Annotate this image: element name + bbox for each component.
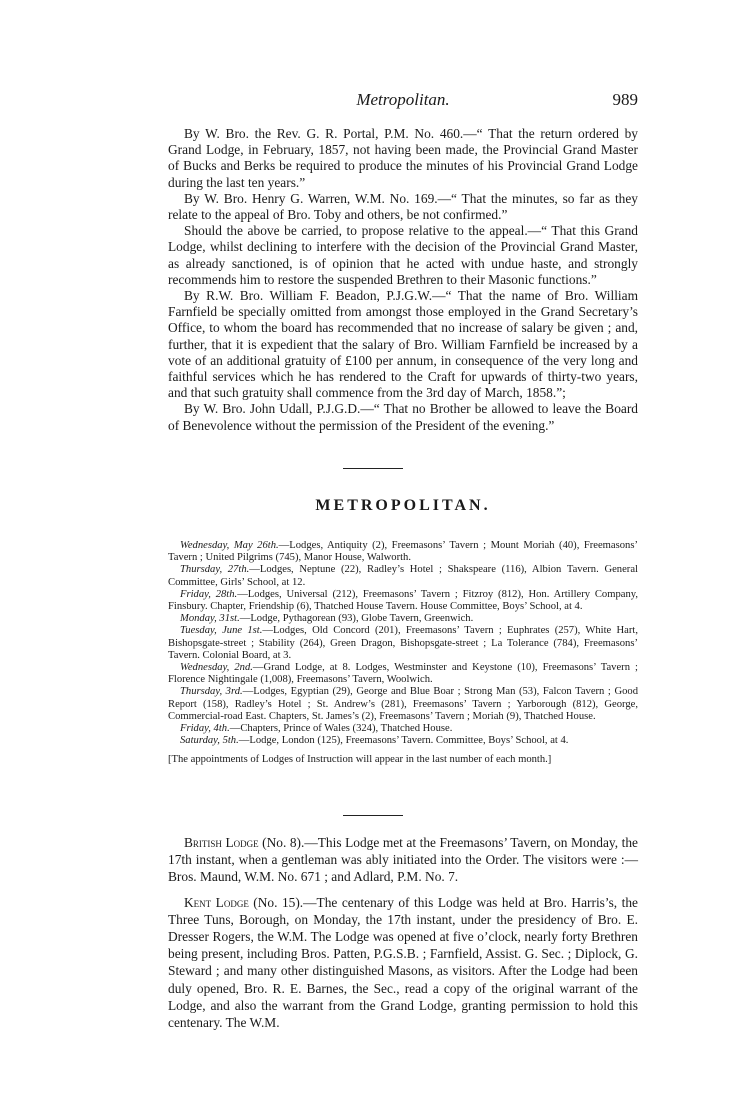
lodge-report-text: (No. 8).—This Lodge met at the Freemasons’ Tavern, on Monday, the 17th instant, when a gentleman was ably initiated into the Order. The visitors were :—Bros. Maund, W.M. No. 671 ; and Adlard, P.M. No. 7. bbox=[168, 835, 638, 885]
schedule-text: —Lodges, Universal (212), Freemasons’ Tavern ; Fitzroy (812), Hon. Artillery Company, Finsbury. Chapter, Friendship (6), Thatched House Tavern. House Committee, Boys’ School, at 4. bbox=[168, 588, 639, 613]
lodge-name: Kent Lodge bbox=[184, 894, 249, 910]
schedule-day: Thursday, 3rd. bbox=[180, 686, 243, 698]
lodge-report-text: (No. 15).—The centenary of this Lodge was held at Bro. Harris’s, the Three Tuns, Borough, on Monday, the 17th instant, under the presidency of Bro. E. Dresser Rogers, the W.M. The Lodge was opened at five o’clock, nearly forty Brethren being present, including Bros. Patten, P.G.S.B. ; Farnfield, Assist. G. Sec. ; Diplock, G. Steward ; and many other distinguished Masons, as visitors. After the Lodge had been duly opened, Bro. R. E. Barnes, the Sec., read a copy of the original warrant of the Lodge, and also the warrant from the Grand Lodge, granting permission to hold this centenary. The W.M. bbox=[168, 894, 638, 1031]
schedule-text: —Lodges, Antiquity (2), Freemasons’ Tavern ; Mount Moriah (40), Freemasons’ Tavern ; United Pilgrims (745), Manor House, Walworth. bbox=[168, 540, 638, 564]
schedule-day: Wednesday, May 26th. bbox=[180, 540, 279, 551]
page-header bbox=[168, 90, 638, 112]
schedule-entry bbox=[168, 564, 638, 588]
schedule-text: —Lodges, Old Concord (201), Freemasons’ Tavern ; Euphrates (257), White Hart, Bishopsgate-street ; Stability (264), Green Dragon, Bishopsgate-street ; La Tolerance (784), Freemasons’ Tavern. Colonial Board, at 3. bbox=[168, 625, 639, 661]
running-title: Metropolitan. bbox=[356, 90, 450, 109]
resolution-paragraph: By W. Bro. the Rev. G. R. Portal, P.M. No. 460.—“ That the return ordered by Grand Lodge, in February, 1857, not having been made, the Provincial Grand Master of Bucks and Berks be required to produce the minutes of his Provincial Grand Lodge during the last ten years.” bbox=[168, 126, 638, 190]
schedule-day: Friday, 28th. bbox=[180, 588, 238, 600]
schedule-entry bbox=[168, 662, 638, 686]
resolutions-block bbox=[168, 126, 638, 434]
lodge-report bbox=[168, 834, 638, 886]
lodge-report bbox=[168, 894, 638, 1032]
schedule-note: [The appointments of Lodges of Instruction will appear in the last number of each month.] bbox=[168, 754, 552, 766]
schedule-text: —Lodge, London (125), Freemasons’ Tavern. Committee, Boys’ School, at 4. bbox=[238, 735, 569, 747]
schedule-day: Friday, 4th. bbox=[180, 723, 230, 735]
resolution-paragraph: By R.W. Bro. William F. Beadon, P.J.G.W.—“ That the name of Bro. William Farnfield be specially omitted from amongst those employed in the Grand Secretary’s Office, to whom the board has recommended that no increase of salary be given ; and, further, that it is expedient that the salary of Bro. William Farnfield be increased by a vote of an additional gratuity of £100 per annum, in consequence of the very long and faithful services which he has rendered to the Craft for upwards of thirty-two years, and that such gratuity shall commence from the 3rd day of March, 1858.”; bbox=[168, 288, 638, 401]
schedule-day: Thursday, 27th. bbox=[180, 564, 250, 576]
schedule-entry bbox=[168, 723, 638, 735]
resolution-paragraph: By W. Bro. John Udall, P.J.G.D.—“ That no Brother be allowed to leave the Board of Benevolence without the permission of the President of the evening.” bbox=[168, 401, 638, 433]
schedule-entry bbox=[168, 540, 638, 564]
page-number: 989 bbox=[612, 90, 638, 109]
schedule-text: —Grand Lodge, at 8. Lodges, Westminster and Keystone (10), Freemasons’ Tavern ; Florence Nightingale (1,008), Freemasons’ Tavern, Woolwich. bbox=[168, 662, 638, 686]
schedule-text: —Lodges, Neptune (22), Radley’s Hotel ; Shakspeare (116), Albion Tavern. General Committee, Girls’ School, at 12. bbox=[168, 564, 638, 588]
schedule-day: Wednesday, 2nd. bbox=[180, 662, 253, 674]
schedule-entry bbox=[168, 613, 638, 625]
section-title: METROPOLITAN. bbox=[315, 497, 491, 514]
section-divider bbox=[343, 468, 403, 469]
schedule-entry bbox=[168, 625, 638, 662]
schedule-day: Saturday, 5th. bbox=[180, 735, 239, 747]
schedule-day: Tuesday, June 1st. bbox=[180, 625, 263, 637]
lodge-name: British Lodge bbox=[184, 835, 259, 850]
schedule-day: Monday, 31st. bbox=[180, 613, 240, 625]
section-divider bbox=[343, 815, 403, 816]
resolution-paragraph: By W. Bro. Henry G. Warren, W.M. No. 169.—“ That the minutes, so far as they relate to the appeal of Bro. Toby and others, be not confirmed.” bbox=[168, 190, 638, 223]
schedule-text: —Lodges, Egyptian (29), George and Blue Boar ; Strong Man (53), Falcon Tavern ; Good Report (158), Radley’s Hotel ; St. Andrew’s (281), Freemasons’ Tavern ; Yarborough (812), George, Commercial-road East. Chapters, St. James’s (2), Freemasons’ Tavern ; Moriah (9), Thatched House. bbox=[168, 686, 638, 722]
schedule-text: —Chapters, Prince of Wales (324), Thatched House. bbox=[229, 723, 453, 735]
schedule-entry bbox=[168, 686, 638, 723]
reports-block bbox=[168, 834, 638, 1039]
schedule-text: —Lodge, Pythagorean (93), Globe Tavern, Greenwich. bbox=[239, 613, 474, 625]
schedule-entry bbox=[168, 735, 638, 747]
resolution-paragraph: Should the above be carried, to propose relative to the appeal.—“ That this Grand Lodge, whilst declining to interfere with the decision of the Provincial Grand Master, as already sanctioned, is of opinion that he acted with undue haste, and strongly recommends him to restore the suspended Brethren to their Masonic functions.” bbox=[168, 223, 638, 287]
schedule-entry bbox=[168, 589, 638, 613]
schedule-block bbox=[168, 540, 638, 766]
